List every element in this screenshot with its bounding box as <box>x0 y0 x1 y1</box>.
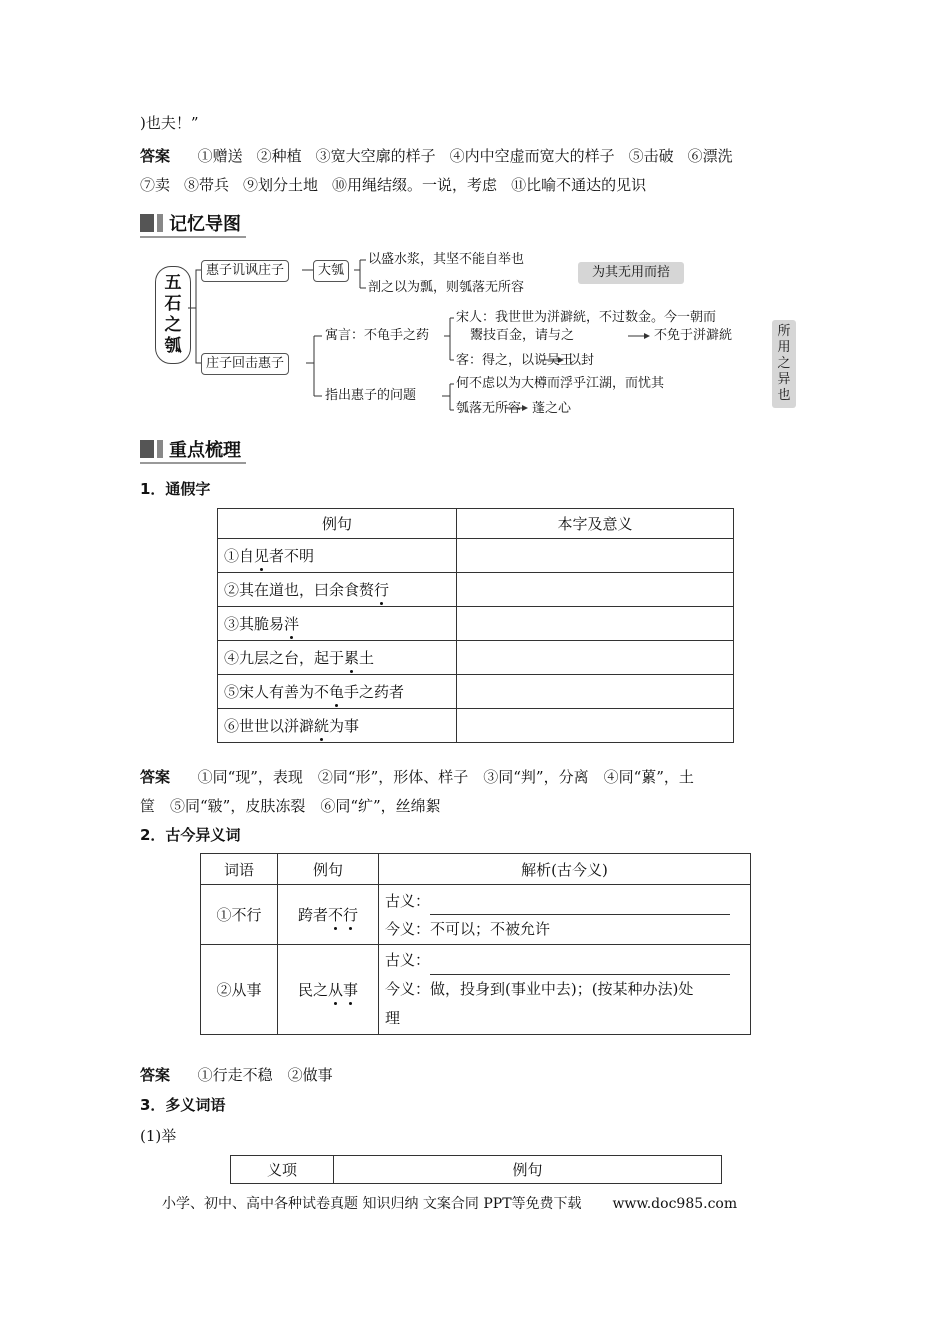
tongjia-table <box>217 508 734 743</box>
tongjia-body <box>218 539 734 743</box>
mind-map-leaf: 鬻技百金，请与之 <box>470 328 575 343</box>
dotted-char: 从 <box>327 981 343 999</box>
dotted-char: 行 <box>374 581 390 599</box>
mind-map-side-char: 异 <box>777 372 791 387</box>
dotted-char: 龟 <box>329 683 345 701</box>
table-header: 本字及意义 <box>457 509 734 539</box>
dotted-char: 见 <box>254 547 270 565</box>
table-header: 例句 <box>334 1156 722 1184</box>
example-cell: ①自见者不明 <box>218 539 457 573</box>
footer <box>162 1193 737 1213</box>
top-fragment: )也夫！” <box>140 114 199 132</box>
mind-map-side-summary <box>772 320 796 408</box>
analysis-cell: 古义： 今义：做，投身到(事业中去)；(按某种办法)处 理 <box>379 945 751 1035</box>
answer-item: ③宽大空廓的样子 <box>315 147 436 165</box>
section-memory-title: 记忆导图 <box>169 214 241 235</box>
dotted-char: 不 <box>327 906 343 924</box>
answer-label: 答案 <box>140 768 171 786</box>
answer-item: ⑦卖 <box>140 176 171 194</box>
answer-cell[interactable] <box>457 641 734 675</box>
example-cell: ④九层之台，起于累土 <box>218 641 457 675</box>
dotted-char: 行 <box>343 906 359 924</box>
part-3-title: 3．多义词语 <box>140 1096 226 1114</box>
mind-map-root <box>155 266 191 364</box>
mind-map-leaf: 不免于洴澼絖 <box>654 328 733 343</box>
mind-map-sub: 指出惠子的问题 <box>325 388 417 403</box>
example-cell: ②其在道也，曰余食赘行 <box>218 573 457 607</box>
mind-map-side-char: 之 <box>777 356 791 371</box>
answer-cell[interactable] <box>457 607 734 641</box>
table-header: 例句 <box>218 509 457 539</box>
word-cell: ①不行 <box>201 885 278 945</box>
footer-text: 小学、初中、高中各种试卷真题 知识归纳 文案合同 PPT等免费下载 <box>162 1196 582 1212</box>
table-header: 例句 <box>278 854 379 885</box>
answer-1-line-1 <box>140 145 747 167</box>
answer-item: ②种植 <box>256 147 302 165</box>
mind-map-leaf: 以封 <box>568 353 595 368</box>
mind-map-leaf: 客：得之，以说吴王 <box>456 353 574 368</box>
mind-map-leaf: 剖之以为瓢，则瓠落无所容 <box>368 280 525 295</box>
mind-map-branch-1-node: 大瓠 <box>313 260 349 282</box>
mind-map-root-char: 之 <box>164 315 182 335</box>
mind-map-sub: 寓言：不龟手之药 <box>325 328 430 343</box>
example-cell: ⑤宋人有善为不龟手之药者 <box>218 675 457 709</box>
answer-2-line-2: 筐 ⑤同“皲”，皮肤冻裂 ⑥同“纩”，丝绵絮 <box>140 797 441 815</box>
section-key-title: 重点梳理 <box>169 440 241 461</box>
answer-item: ⑪比喻不通达的见识 <box>511 176 647 194</box>
example-cell: 跨者不行 <box>278 885 379 945</box>
footer-site[interactable]: www.doc985.com <box>612 1196 738 1212</box>
mind-map-branch-1: 惠子讥讽庄子 <box>201 260 289 282</box>
answer-2-text: ①同“现”，表现 ②同“形”，形体、样子 ③同“判”，分离 ④同“蔂”，土 <box>197 768 694 786</box>
answer-label: 答案 <box>140 147 171 165</box>
example-cell: 民之从事 <box>278 945 379 1035</box>
answer-1-items-2 <box>140 176 660 194</box>
answer-item: ④内中空虚而宽大的样子 <box>449 147 615 165</box>
table-header: 义项 <box>231 1156 334 1184</box>
answer-cell[interactable] <box>457 675 734 709</box>
answer-item: ⑧带兵 <box>184 176 230 194</box>
word-cell: ②从事 <box>201 945 278 1035</box>
mind-map-leaf: 以盛水浆，其坚不能自举也 <box>368 252 525 267</box>
mind-map-leaf: 宋人：我世世为洴澼絖，不过数金。今一朝而 <box>456 310 717 325</box>
dotted-char: 累 <box>344 649 360 667</box>
answer-blank[interactable] <box>430 900 730 915</box>
mind-map-side-char: 所 <box>777 324 791 339</box>
part-2-title: 2．古今异义词 <box>140 826 241 844</box>
mind-map-side-char: 也 <box>777 388 791 403</box>
table-header: 解析(古今义) <box>379 854 751 885</box>
table-row <box>218 675 734 709</box>
table-row <box>218 709 734 743</box>
duoyi-table <box>230 1155 722 1184</box>
answer-item: ⑥漂洗 <box>687 147 733 165</box>
answer-2-line-1 <box>140 766 694 788</box>
dotted-char: 絖 <box>314 717 330 735</box>
example-cell: ⑥世世以洴澼絖为事 <box>218 709 457 743</box>
mind-map-side-char: 用 <box>777 340 791 355</box>
answer-cell[interactable] <box>457 709 734 743</box>
dotted-char: 泮 <box>284 615 300 633</box>
mind-map-root-char: 五 <box>164 273 182 293</box>
table-row <box>218 641 734 675</box>
table-row <box>201 945 751 1035</box>
mind-map-leaf: 何不虑以为大樽而浮乎江湖，而忧其 <box>456 376 665 391</box>
answer-3-text: ①行走不稳 ②做事 <box>197 1066 333 1084</box>
answer-item: ①赠送 <box>197 147 243 165</box>
answer-1-line-2 <box>140 174 660 196</box>
analysis-cell: 古义： 今义：不可以；不被允许 <box>379 885 751 945</box>
mind-map-summary: 为其无用而掊 <box>578 262 684 284</box>
answer-label: 答案 <box>140 1066 171 1084</box>
table-header: 词语 <box>201 854 278 885</box>
mind-map-branch-2: 庄子回击惠子 <box>201 353 289 375</box>
answer-blank[interactable] <box>430 960 730 975</box>
answer-3 <box>140 1064 333 1086</box>
table-row <box>218 573 734 607</box>
example-cell: ③其脆易泮 <box>218 607 457 641</box>
section-memory-header <box>140 210 241 236</box>
table-row <box>201 885 751 945</box>
dotted-char: 事 <box>343 981 359 999</box>
mind-map-root-char: 石 <box>164 294 182 314</box>
answer-cell[interactable] <box>457 573 734 607</box>
part-3-sub: (1)举 <box>140 1127 177 1145</box>
answer-cell[interactable] <box>457 539 734 573</box>
table-row <box>218 539 734 573</box>
section-key-header <box>140 436 241 462</box>
answer-item: ⑨划分土地 <box>243 176 319 194</box>
answer-1-items <box>198 147 747 165</box>
table-row <box>218 607 734 641</box>
part-1-title: 1．通假字 <box>140 480 211 498</box>
mind-map-leaf: 蓬之心 <box>532 401 572 416</box>
mind-map-root-char: 瓠 <box>164 336 182 356</box>
answer-item: ⑩用绳结缀。一说，考虑 <box>332 176 498 194</box>
gujin-table <box>200 853 751 1035</box>
mind-map-leaf: 瓠落无所容 <box>456 401 522 416</box>
answer-item: ⑤击破 <box>628 147 674 165</box>
